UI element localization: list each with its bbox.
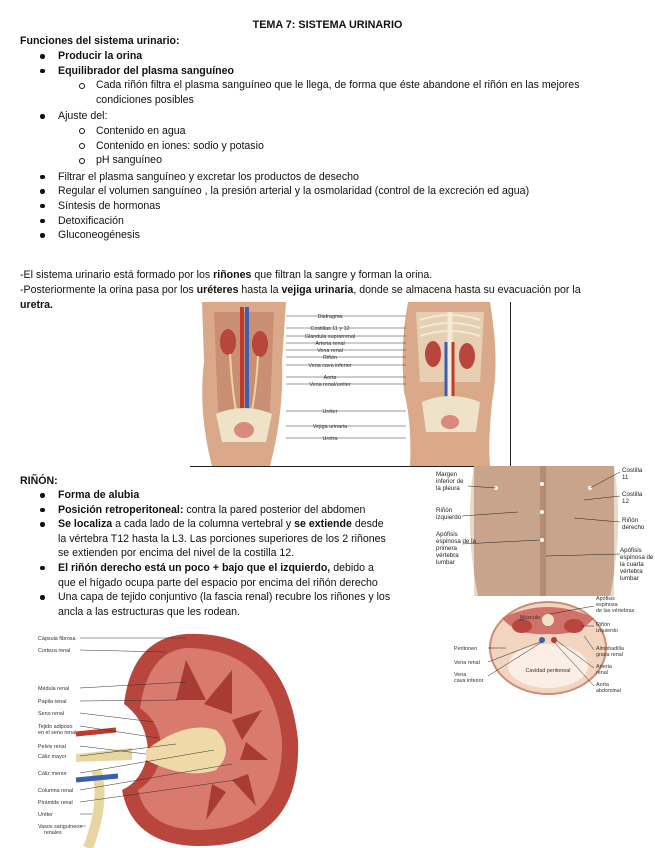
fig2-label: derecho [622, 524, 645, 531]
fig4-label: Uréter [38, 812, 53, 818]
list-item [0, 590, 435, 619]
urinary-system-figure [190, 302, 511, 467]
svg-text:Almohadillagrasa renal [596, 646, 624, 658]
list-item-text: ancla a las estructuras que les rodean. [58, 605, 240, 618]
fig2-label: la cuarta [620, 561, 644, 568]
fig1-label: Arteria renal [315, 341, 345, 347]
rinon-heading: RIÑÓN: [20, 475, 58, 487]
intro-bold: vejiga urinaria [281, 284, 354, 296]
fig3-label: renal [596, 670, 608, 676]
fig3-label: de las vértebras [596, 608, 635, 614]
cross-section-illustration [452, 596, 655, 700]
fig2-label: 11 [622, 474, 629, 481]
list-item: Detoxificación [0, 214, 640, 229]
list-item: Producir la orina [0, 49, 640, 64]
fig1-label: Uréter [322, 409, 338, 415]
intro-text: que filtran la sangre y forman la orina. [251, 269, 433, 281]
list-item-bold: Se localiza [58, 518, 113, 531]
fig1-label: Vena renal/uréter [309, 382, 351, 388]
list-item-text: desde [351, 518, 384, 531]
intro-bold: uréteres [196, 284, 239, 296]
list-item-text: debido a [330, 561, 374, 574]
back-view-illustration [434, 466, 655, 596]
list-item: Regular el volumen sanguíneo , la presión arterial y la osmolaridad (control de la excreción ed agua) [0, 184, 640, 199]
fig2-label: lumbar [620, 575, 639, 582]
list-item: pH sanguíneo [0, 153, 640, 168]
fig2-label: Apófisis [620, 547, 642, 554]
intro-paragraph-1 [20, 268, 650, 283]
fig1-label: Uretra [322, 436, 338, 442]
intro-text: hasta la [238, 284, 282, 296]
fig4-label: Corteza renal [38, 648, 71, 654]
fig2-label: Riñón [436, 507, 453, 514]
list-item-bold: Posición retroperitoneal: [58, 503, 184, 516]
list-item-text: a cada lado de la columna vertebral y [112, 518, 295, 531]
list-item: Contenido en agua [0, 124, 640, 139]
list-item-text: Una capa de tejido conjuntivo (la fascia renal) recubre los riñones y los [58, 591, 391, 604]
intro-paragraph-2 [20, 283, 650, 298]
fig2-label: vértebra [436, 552, 459, 559]
list-item-text: contra la pared posterior del abdomen [183, 503, 366, 516]
svg-text:Costilla11 [622, 467, 643, 481]
fig1-label: Vena cava inferior [308, 363, 352, 369]
fig4-label: Vasos sanguíneos [38, 824, 82, 830]
fig1-label: Vejiga urinaria [312, 424, 348, 430]
fig4-label: Pirámide renal [38, 800, 73, 806]
fig1-label: Riñón [322, 355, 338, 361]
list-item: Forma de alubia [0, 488, 435, 503]
list-item: Contenido en iones: sodio y potasio [0, 139, 640, 154]
list-item: Ajuste del: [0, 109, 640, 124]
fig2-label: inferior de [436, 478, 464, 485]
fig3-label: Apófisis [596, 596, 615, 602]
list-item-text: la vértebra T12 hasta la L3. Las porciones superiores de los 2 riñones [58, 532, 386, 545]
list-item-text: se extienden por encima del nivel de la costilla 12. [58, 547, 295, 560]
fig4-label: Cáliz mayor [38, 754, 67, 760]
list-item [0, 503, 435, 518]
fig3-label: Aorta [596, 682, 609, 688]
fig3-label: Peritoneo [454, 646, 478, 652]
fig2-label: 12 [622, 498, 629, 505]
intro-text: -El sistema urinario está formado por los [20, 269, 214, 281]
svg-text:Margeninferior dela pleura [436, 471, 464, 492]
svg-text:Apófisisespinosa dela cuartavé [620, 547, 654, 582]
fig3-label: Vena [454, 672, 467, 678]
fig2-label: lumbar [436, 559, 455, 566]
fig3-label: Vena renal [454, 660, 480, 666]
fig4-label: Papila renal [38, 699, 67, 705]
intro-bold: riñones [213, 269, 252, 281]
list-item: Síntesis de hormonas [0, 199, 640, 214]
svg-text:Costilla12 [622, 491, 643, 505]
list-item [0, 561, 435, 590]
svg-text:Arteriarenal [596, 664, 612, 676]
fig3-label: grasa renal [596, 652, 623, 658]
fig1-label: Aorta [323, 375, 337, 381]
list-item-bold: se extiende [294, 518, 352, 531]
fig4-label: Columna renal [38, 788, 74, 794]
svg-text:Aortaabdominal [596, 682, 621, 694]
fig1-label: Diafragma [317, 314, 343, 320]
fig2-label: la pleura [436, 485, 460, 492]
fig3-label: cava inferior [454, 678, 484, 684]
list-item: Gluconeogénesis [0, 228, 640, 243]
fig2-label: espinosa de [620, 554, 654, 561]
fig4-label: Seno renal [38, 711, 65, 717]
fig3-label: Cavidad peritoneal [525, 668, 571, 674]
fig1-label: Vena renal [317, 348, 343, 354]
fig1-label: Glándula suprarrenal [304, 334, 356, 340]
kidney-section-figure [36, 630, 312, 848]
urinary-system-illustration [190, 302, 510, 466]
list-item: Cada riñón filtra el plasma sanguíneo que le llega, de forma que éste abandone el riñón en las mejores condiciones posibles [0, 78, 640, 107]
fig2-label: vértebra [620, 568, 643, 575]
fig4-label: Médula renal [38, 686, 70, 692]
fig2-label: Costilla [622, 491, 643, 498]
kidney-section-illustration [36, 630, 312, 848]
fig4-label: renales [44, 830, 62, 836]
list-item [0, 517, 435, 561]
fig3-label: Arteria [596, 664, 612, 670]
list-item-bold: El riñón derecho está un poco + bajo que el izquierdo, [58, 561, 331, 574]
fig4-label: Cápsula fibrosa [38, 636, 76, 642]
intro-text: -Posteriormente la orina pasa por los [20, 284, 197, 296]
fig4-label: Cáliz menor [38, 771, 67, 777]
fig2-label: Margen [436, 471, 457, 478]
list-item: Filtrar el plasma sanguíneo y excretar los productos de desecho [0, 170, 640, 185]
back-view-figure [434, 466, 655, 596]
fig2-label: Costilla [622, 467, 643, 474]
intro-text: , donde se almacena hasta su evacuación por la [353, 284, 581, 296]
fig3-label: Riñón [596, 622, 611, 628]
intro-uretra: uretra. [20, 299, 53, 311]
fig3-label: espinosa [596, 602, 618, 608]
svg-text:Venacava inferior [454, 672, 484, 684]
svg-text:Riñónderecho [622, 517, 645, 531]
fig2-label: Apófisis [436, 531, 458, 538]
page-title: TEMA 7: SISTEMA URINARIO [252, 19, 403, 31]
fig4-label: Tejido adiposo [38, 724, 73, 730]
fig2-label: izquierdo [436, 514, 462, 521]
list-item-text: que el hígado ocupa parte del espacio por encima del riñón derecho [58, 576, 378, 589]
fig1-label: Costillas 11 y 12 [310, 326, 350, 332]
fig4-label: en el seno renal [38, 730, 77, 736]
fig2-label: primera [436, 545, 457, 552]
fig3-label: Almohadilla [596, 646, 624, 652]
fig3-label: abdominal [596, 688, 621, 694]
svg-text:Riñónizquierdo [436, 507, 462, 521]
fig3-label: izquierdo [596, 628, 618, 634]
fig2-label: Riñón [622, 517, 639, 524]
funciones-heading: Funciones del sistema urinario: [20, 35, 180, 47]
funciones-list [0, 49, 640, 243]
fig4-label: Pelvis renal [38, 744, 66, 750]
rinon-list [0, 488, 435, 619]
list-item: Equilibrador del plasma sanguíneo [0, 64, 640, 79]
fig3-label: Músculo [520, 615, 541, 621]
svg-text:Riñónizquierdo [596, 622, 618, 634]
fig2-label: espinosa de la [436, 538, 476, 545]
cross-section-figure [452, 596, 655, 700]
svg-text:Apófisisespinosade las vértebr [596, 596, 635, 614]
